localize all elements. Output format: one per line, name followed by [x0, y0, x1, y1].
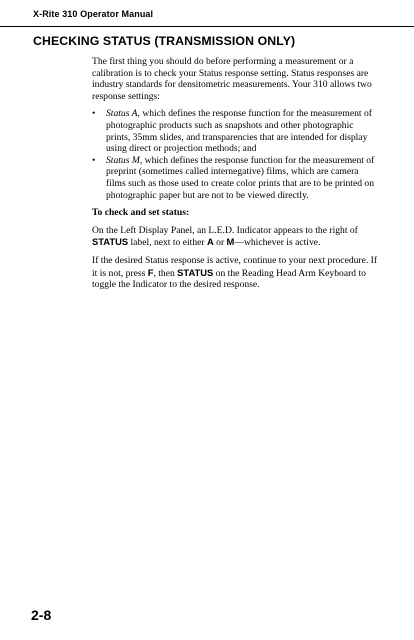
procedure-paragraph-1: [92, 225, 379, 249]
header-rule: [0, 26, 414, 27]
status-m-description: , which defines the response function for the measurement of preprint (sometimes called internegative) films, which are camera films such as those used to create color prints that are to be printed on photographic paper but are not to be viewed directly.: [106, 154, 375, 201]
body-column: [92, 56, 379, 297]
text-run: or: [213, 237, 227, 249]
term-status-m: Status M: [106, 154, 140, 166]
running-header: X-Rite 310 Operator Manual: [33, 9, 154, 19]
key-a: A: [206, 236, 214, 248]
term-status-a: Status A: [106, 108, 138, 120]
list-item-status-m: [92, 155, 379, 201]
text-run: label, next to either: [128, 237, 207, 249]
section-heading: CHECKING STATUS (TRANSMISSION ONLY): [33, 34, 296, 48]
key-status: STATUS: [92, 236, 129, 248]
status-options-list: [92, 108, 379, 201]
intro-paragraph: The first thing you should do before performing a measurement or a calibration is to check your Status response setting. Status responses are industry standards for densitometric measurements. Your 310 allows two response settings:: [92, 56, 372, 102]
status-a-description: , which defines the response function for the measurement of photographic products such as snapshots and other photographic prints, 35mm slides, and transparencies that are intended for display using direct or projection methods; and: [106, 108, 372, 155]
bullet-icon: •: [92, 108, 96, 120]
key-status: STATUS: [177, 266, 214, 278]
procedure-heading: To check and set status:: [92, 207, 190, 219]
bullet-icon: •: [92, 154, 96, 166]
key-f: F: [147, 266, 154, 278]
list-item-status-a: [92, 108, 379, 154]
text-run: On the Left Display Panel, an L.E.D. Indicator appears to the right of: [92, 224, 358, 236]
procedure-paragraph-2: [92, 255, 379, 291]
text-run: —whichever is active.: [234, 237, 321, 249]
page-number: 2-8: [31, 607, 52, 623]
text-run: on the Reading Head Arm Keyboard to toggle the Indicator to the desired response.: [92, 267, 366, 291]
text-run: , then: [153, 267, 178, 279]
key-m: M: [226, 236, 235, 248]
text-run: If the desired Status response is active, continue to your next procedure. If it is not, press: [92, 254, 378, 279]
